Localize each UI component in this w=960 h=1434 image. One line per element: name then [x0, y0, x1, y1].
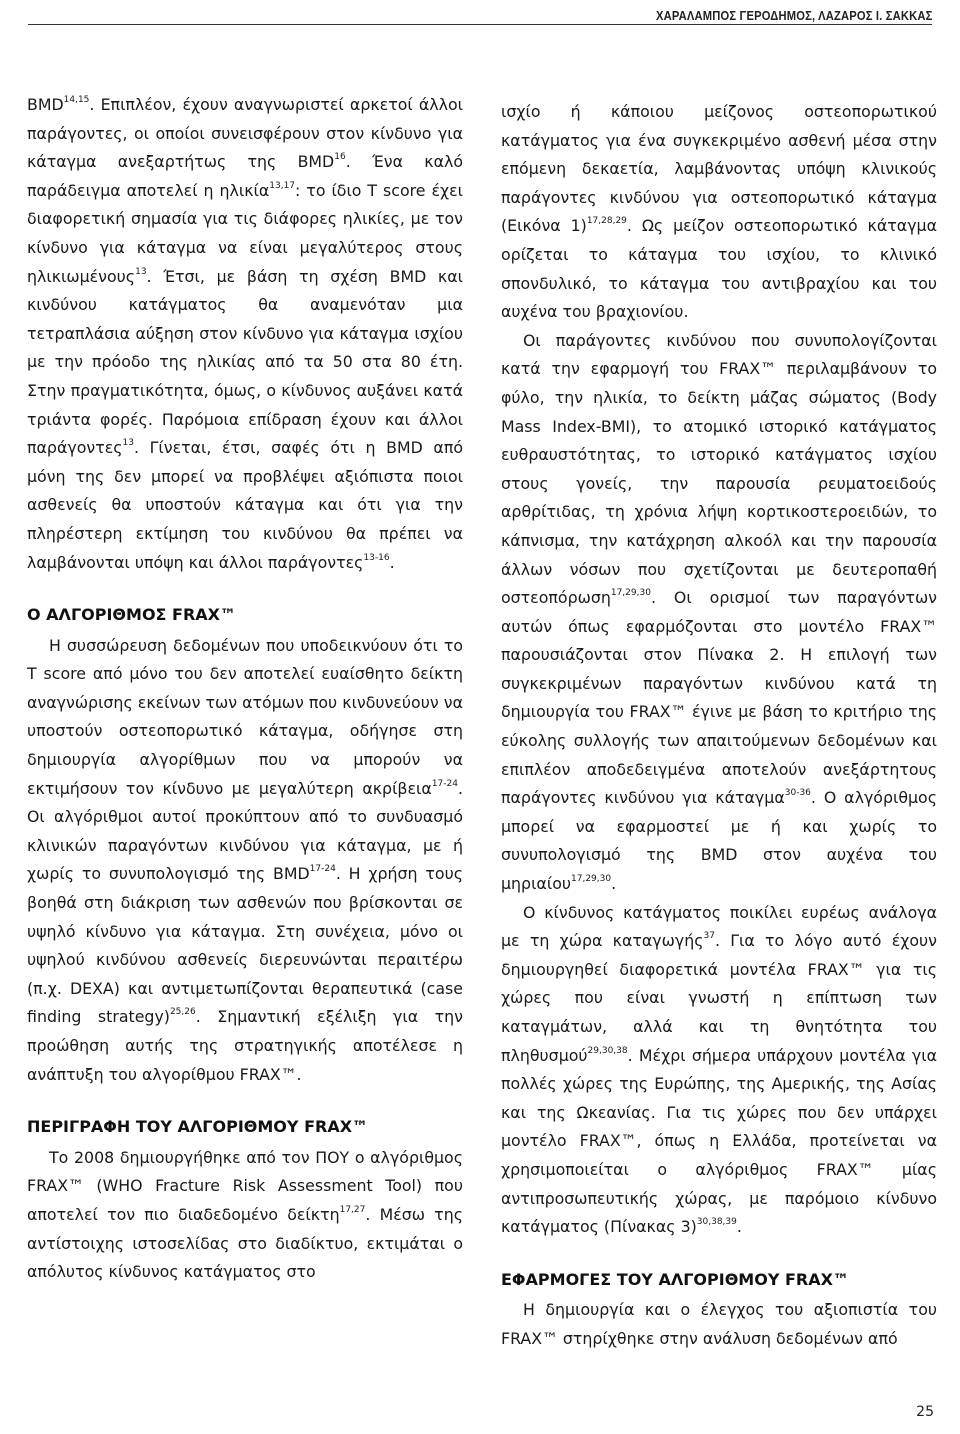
paragraph-frax-factors [501, 327, 937, 899]
citation: 17,29,30 [610, 588, 651, 599]
paragraph-country-models [501, 899, 937, 1242]
text-run: Η συσσώρευση δεδομένων που υποδεικνύουν ότι το T score από μόνο του δεν αποτελεί ευαίσθητο δείκτη αναγνώρισης εκείνων των ατόμων που κινδυνεύουν να υποστούν οστεοπορωτικό κάταγμα, οδήγησε στη δημιουργία αλγορίθμων που να μπορούν να εκτιμήσουν τον κίνδυνο με μεγαλύτερη ακρίβεια [27, 635, 463, 798]
citation: 17,28,29 [586, 216, 627, 227]
citation: 17,29,30 [571, 874, 612, 885]
citation: 37 [703, 931, 715, 942]
citation: 13 [135, 266, 147, 277]
citation: 17-24 [431, 778, 458, 789]
text-run: . [736, 1217, 742, 1237]
citation: 17-24 [309, 864, 336, 875]
text-run: . Οι αλγόριθμοι αυτοί προκύπτουν από το συνδυασμό κλινικών παραγόντων κινδύνου για κάταγμα, με ή χωρίς το συνυπολογισμό της BMD [27, 778, 463, 884]
section-heading-frax-applications: ΕΦΑΡΜΟΓΕΣ ΤΟΥ ΑΛΓΟΡΙΘΜΟΥ FRAX™ [501, 1269, 849, 1289]
header-rule [28, 24, 932, 25]
citation: 17,27 [339, 1204, 366, 1215]
page-number: 25 [916, 1404, 934, 1420]
text-run: Η δημιουργία και ο έλεγχος του αξιοπιστία του FRAX™ στηρίχθηκε στην ανάλυση δεδομένων από [501, 1300, 937, 1348]
section-heading-frax-description: ΠΕΡΙΓΡΑΦΗ ΤΟΥ ΑΛΓΟΡΙΘΜΟΥ FRAX™ [27, 1117, 369, 1137]
paragraph-fracture-risk [501, 98, 937, 327]
paragraph-frax-description [27, 1144, 463, 1287]
citation: 13-16 [363, 552, 390, 563]
paragraph-frax-applications [501, 1296, 937, 1353]
citation: 25,26 [169, 1007, 196, 1018]
text-run: Ο κίνδυνος κατάγματος ποικίλει ευρέως ανάλογα με τη χώρα καταγωγής [501, 902, 937, 951]
text-run: : το ίδιο T score έχει διαφορετική σημασία για τις διάφορες ηλικίες, με τον κίνδυνο για κάταγμα να είναι μεγαλύτερος στους ηλικιωμένους [27, 180, 463, 286]
citation: 30,38,39 [696, 1217, 737, 1228]
text-run: . Ο αλγόριθμος μπορεί να εφαρμοστεί με ή και χωρίς το συνυπολογισμό της BMD στον αυχένα του μηριαίου [501, 788, 937, 894]
text-run: . [611, 874, 617, 894]
citation: 13,17 [269, 180, 296, 191]
text-run: . Μέχρι σήμερα υπάρχουν μοντέλα για πολλές χώρες της Ευρώπης, της Αμερικής, της Ασίας και της Ωκεανίας. Για τις χώρες που δεν υπάρχει μοντέλο FRAX™, όπως η Ελλάδα, προτείνεται να χρησιμοποιείται ο αλγόριθμος FRAX™ μίας αντιπροσωπευτικής χώρας, με παρόμοιο κίνδυνο κατάγματος (Πίνακας 3) [501, 1045, 937, 1237]
text-run: . Μέσω της αντίστοιχης ιστοσελίδας στο διαδίκτυο, εκτιμάται ο απόλυτος κίνδυνος κατάγματος στο [27, 1204, 463, 1282]
text-run: . Η χρήση τους βοηθά στη διάκριση των ασθενών που βρίσκονται σε υψηλό κίνδυνο για κάταγμα. Στη συνέχεια, μόνο οι υψηλού κινδύνου ασθενείς διερευνώνται περαιτέρω (π.χ. DEXA) και αντιμετωπίζονται θεραπευτικά (case finding strategy) [27, 864, 463, 1027]
citation: 13 [122, 438, 134, 449]
text-run: Οι παράγοντες κινδύνου που συνυπολογίζονται κατά την εφαρμογή του FRAX™ περιλαμβάνουν το φύλο, την ηλικία, το δείκτη μάζας σώματος (Body Mass Index-BMI), το ατομικό ιστορικό κατάγματος ευθραυστότητας, το ιστορικό κατάγματος ισχίου στους γονείς, την παρουσία ρευματοειδούς αρθρίτιδας, τη χρόνια λήψη κορτικοστεροειδών, το κάπνισμα, την κατάχρηση αλκοόλ και την παρουσία άλλων νόσων που σχετίζονται με δευτεροπαθή οστεοπόρωση [501, 330, 937, 608]
citation: 14,15 [63, 95, 90, 105]
text-run: . Ένα καλό παράδειγμα αποτελεί η ηλικία [27, 152, 463, 200]
citation: 30-36 [784, 788, 811, 799]
section-heading-frax-algorithm: Ο ΑΛΓΟΡΙΘΜΟΣ FRAX™ [27, 605, 237, 625]
text-run: . Οι ορισμοί των παραγόντων αυτών όπως εφαρμόζονται στο μοντέλο FRAX™ παρουσιάζονται στον Πίνακα 2. Η επιλογή των συγκεκριμένων παραγόντων κινδύνου κατά τη δημιουργία του FRAX™ έγινε με βάση το κριτήριο της εύκολης συλλογής των απαιτούμενων δεδομένων και επιπλέον αποδεδειγμένα αποτελούν ανεξάρτητους παράγοντες κινδύνου για κάταγμα [501, 588, 937, 808]
left-column [27, 91, 463, 1287]
citation: 16 [334, 152, 346, 163]
text-run: . Επιπλέον, έχουν αναγνωριστεί αρκετοί άλλοι παράγοντες, οι οποίοι συνεισφέρουν στον κίνδυνο για κάταγμα ανεξαρτήτως της BMD [27, 95, 463, 172]
citation: 29,30,38 [587, 1045, 628, 1056]
text-run: Το 2008 δημιουργήθηκε από τον ΠΟΥ ο αλγόριθμος FRAX™ (WHO Fracture Risk Assessment Tool) που αποτελεί τον πιο διαδεδομένο δείκτη [27, 1147, 463, 1224]
text-run: . [389, 552, 395, 572]
running-header: ΧΑΡΑΛΑΜΠΟΣ ΓΕΡΟΔΗΜΟΣ, ΛΑΖΑΡΟΣ Ι. ΣΑΚΚΑΣ [655, 8, 932, 23]
right-column [501, 98, 937, 1354]
text-run: . Έτσι, με βάση τη σχέση BMD και κινδύνου κατάγματος θα αναμενόταν μια τετραπλάσια αύξηση στον κίνδυνο για κάταγμα ισχίου με την πρόοδο της ηλικίας από τα 50 στα 80 έτη. Στην πραγματικότητα, όμως, ο κίνδυνος αυξάνει κατά τριάντα φορές. Παρόμοια επίδραση έχουν και άλλοι παράγοντες [27, 266, 463, 458]
text-run: . Για το λόγο αυτό έχουν δημιουργηθεί διαφορετικά μοντέλα FRAX™ για τις χώρες που είναι γνωστή η επίπτωση των καταγμάτων, αλλά και τη θνητότητα του πληθυσμού [501, 931, 937, 1065]
text-run: ισχίο ή κάποιου μείζονος οστεοπορωτικού κατάγματος για ένα συγκεκριμένο ασθενή μέσα στην επόμενη δεκαετία, λαμβάνοντας υπόψη κλινικούς παράγοντες κινδύνου για οστεοπορωτικό κάταγμα (Εικόνα 1) [501, 102, 937, 236]
text-run: BMD [27, 95, 64, 114]
text-run: . Γίνεται, έτσι, σαφές ότι η BMD από μόνη της δεν μπορεί να προβλέψει αξιόπιστα ποιοι ασθενείς θα υποστούν κάταγμα και ότι για την πληρέστερη εκτίμηση του κινδύνου θα πρέπει να λαμβάνονται υπόψη και άλλοι παράγοντες [27, 438, 463, 572]
paragraph-risk-factors [27, 91, 463, 577]
text-run: . Ως μείζον οστεοπορωτικό κάταγμα ορίζεται το κάταγμα του ισχίου, το κλινικό σπονδυλικό, το κάταγμα του αντιβραχίου και του αυχένα του βραχιονίου. [501, 216, 938, 322]
text-run: . Σημαντική εξέλιξη για την προώθηση αυτής της στρατηγικής αποτέλεσε η ανάπτυξη του αλγορίθμου FRAX™. [27, 1007, 463, 1084]
paragraph-frax-intro [27, 632, 463, 1090]
